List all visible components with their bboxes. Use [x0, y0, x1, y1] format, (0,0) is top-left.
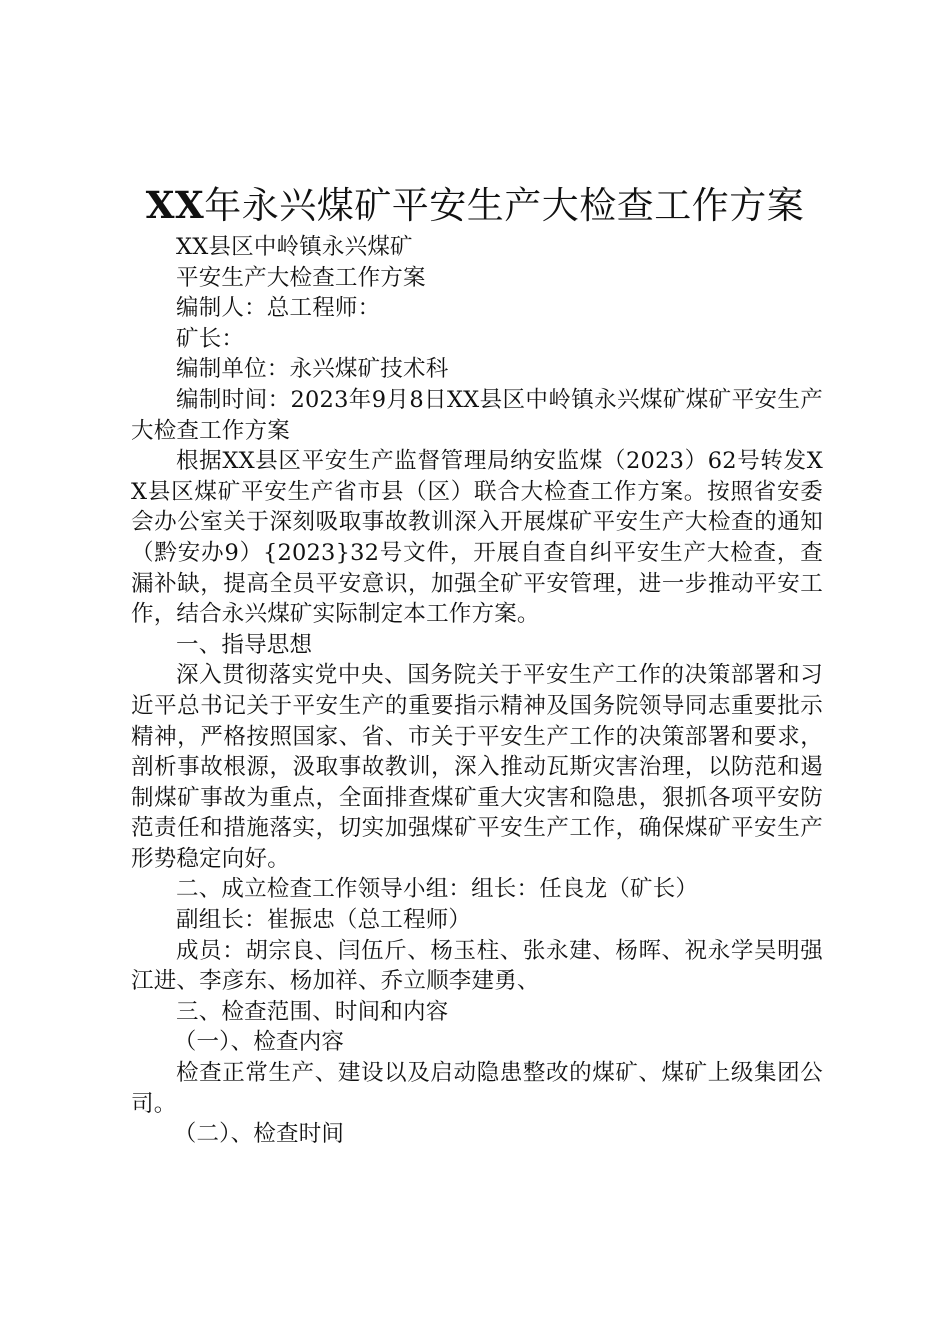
heading-guiding-ideology: 一、指导思想	[176, 631, 313, 658]
title-prefix: XX	[145, 183, 205, 227]
heading-scope-time-content: 三、检查范围、时间和内容	[176, 998, 449, 1025]
title-text: 年永兴煤矿平安生产大检查工作方案	[204, 184, 805, 227]
heading-leadership-group: 二、成立检查工作领导小组：组长：任良龙（矿长）	[176, 876, 699, 903]
subheading-inspection-content: （一）、检查内容	[173, 1029, 345, 1056]
paragraph-compiler: 编制人：总工程师：	[176, 295, 381, 322]
document-title	[130, 178, 820, 233]
paragraph-inspection-content: 检查正常生产、建设以及启动隐患整改的煤矿、煤矿上级集团公司。	[131, 1060, 823, 1117]
paragraph-members: 成员：胡宗良、闫伍斤、杨玉柱、张永建、杨晖、祝永学吴明强江进、李彦东、杨加祥、乔立顺李建勇、	[131, 937, 823, 995]
subheading-inspection-time: （二）、检查时间	[173, 1121, 345, 1148]
paragraph-guiding-ideology: 深入贯彻落实党中央、国务院关于平安生产工作的决策部署和习近平总书记关于平安生产的重要指示精神及国务院领导同志重要批示精神，严格按照国家、省、市关于平安生产工作的决策部署和要求，剖析事故根源，汲取事故教训，深入推动瓦斯灾害治理，以防范和遏制煤矿事故为重点，全面排查煤矿重大灾害和隐患，狠抓各项平安防范责任和措施落实，切实加强煤矿平安生产工作，确保煤矿平安生产形势稳定向好。	[131, 662, 823, 872]
document-body	[131, 232, 823, 1150]
paragraph-compiling-unit: 编制单位：永兴煤矿技术科	[176, 356, 449, 383]
paragraph-mine-director: 矿长：	[176, 325, 245, 352]
paragraph-basis: 根据XX县区平安生产监督管理局纳安监煤（2023）62号转发XX县区煤矿平安生产省市县（区）联合大检查工作方案。按照省安委会办公室关于深刻吸取事故教训深入开展煤矿平安生产大检查的通知（黔安办9）{2023}32号文件，开展自查自纠平安生产大检查，查漏补缺，提高全员平安意识，加强全矿平安管理，进一步推动平安工作，结合永兴煤矿实际制定本工作方案。	[131, 448, 823, 628]
paragraph-plan-name: 平安生产大检查工作方案	[176, 264, 426, 291]
paragraph-compile-date: 编制时间：2023年9月8日XX县区中岭镇永兴煤矿煤矿平安生产大检查工作方案	[131, 386, 823, 444]
paragraph-mine-name: XX县区中岭镇永兴煤矿	[176, 234, 413, 260]
paragraph-deputy-leader: 副组长：崔振忠（总工程师）	[176, 907, 472, 934]
